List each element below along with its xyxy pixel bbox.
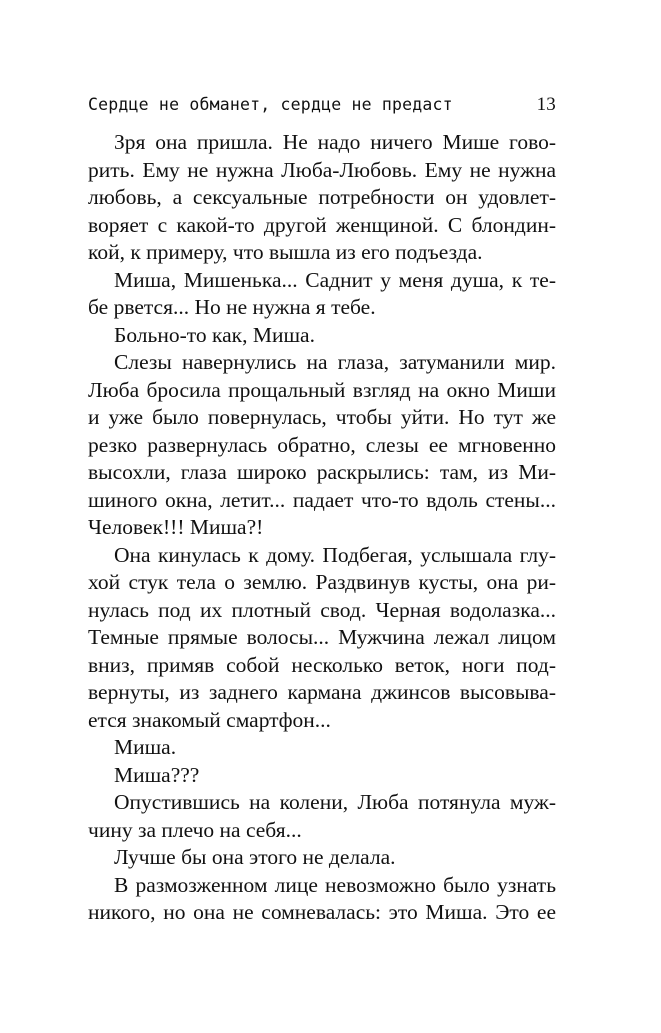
text-line: В размозженном лице невозможно было узнать xyxy=(114,872,556,897)
text-line: Люба бросила прощальный взгляд на окно Миши xyxy=(88,377,556,402)
page-number: 13 xyxy=(536,94,556,115)
text-line: никого, но она не сомневалась: это Миша. Это ее xyxy=(88,900,556,924)
running-head xyxy=(88,92,556,118)
text-line: вниз, примяв собой несколько веток, ноги под- xyxy=(88,652,556,677)
text-line: Она кинулась к дому. Подбегая, услышала глу- xyxy=(114,542,556,567)
body-text xyxy=(88,129,556,927)
text-line: Слезы навернулись на глаза, затуманили мир. xyxy=(114,350,556,374)
text-line: и уже было повернулась, чтобы уйти. Но тут же xyxy=(88,405,556,429)
text-line: чину за плечо на себя... xyxy=(88,817,302,842)
text-line: хой стук тела о землю. Раздвинув кусты, она ри- xyxy=(88,570,556,594)
text-line: Человек!!! Миша?! xyxy=(88,515,264,539)
text-line: резко развернулась обратно, слезы ее мгновенно xyxy=(88,432,556,457)
text-line: воряет с какой-то другой женщиной. С блондин- xyxy=(88,212,556,237)
text-line: Больно-то как, Миша. xyxy=(114,322,315,347)
text-line: рить. Ему не нужна Люба-Любовь. Ему не нужна xyxy=(88,157,556,182)
text-line: Миша, Мишенька... Саднит у меня душа, к те- xyxy=(114,267,556,292)
text-line: Лучше бы она этого не делала. xyxy=(114,845,396,869)
text-line: ется знакомый смартфон... xyxy=(88,707,331,732)
text-line: шиного окна, летит... падает что-то вдоль стены... xyxy=(88,487,556,512)
text-line: нулась под их плотный свод. Черная водолазка... xyxy=(88,597,556,622)
text-line: Опустившись на колени, Люба потянула муж- xyxy=(114,790,556,814)
text-line: Темные прямые волосы... Мужчина лежал лицом xyxy=(88,625,556,649)
text-line: кой, к примеру, что вышла из его подъезда. xyxy=(88,240,483,264)
text-line: высохли, глаза широко раскрылись: там, из Ми- xyxy=(88,460,556,484)
text-line: Миша. xyxy=(114,735,177,759)
text-line: Зря она пришла. Не надо ничего Мише гово- xyxy=(114,130,556,154)
text-line: любовь, а сексуальные потребности он удовлет- xyxy=(88,185,556,209)
running-head-title: Сердце не обманет, сердце не предаст xyxy=(88,95,453,114)
text-line: бе рвется... Но не нужна я тебе. xyxy=(88,295,376,319)
text-line: Миша??? xyxy=(114,762,200,787)
text-line: вернуты, из заднего кармана джинсов высовыва- xyxy=(88,680,556,704)
